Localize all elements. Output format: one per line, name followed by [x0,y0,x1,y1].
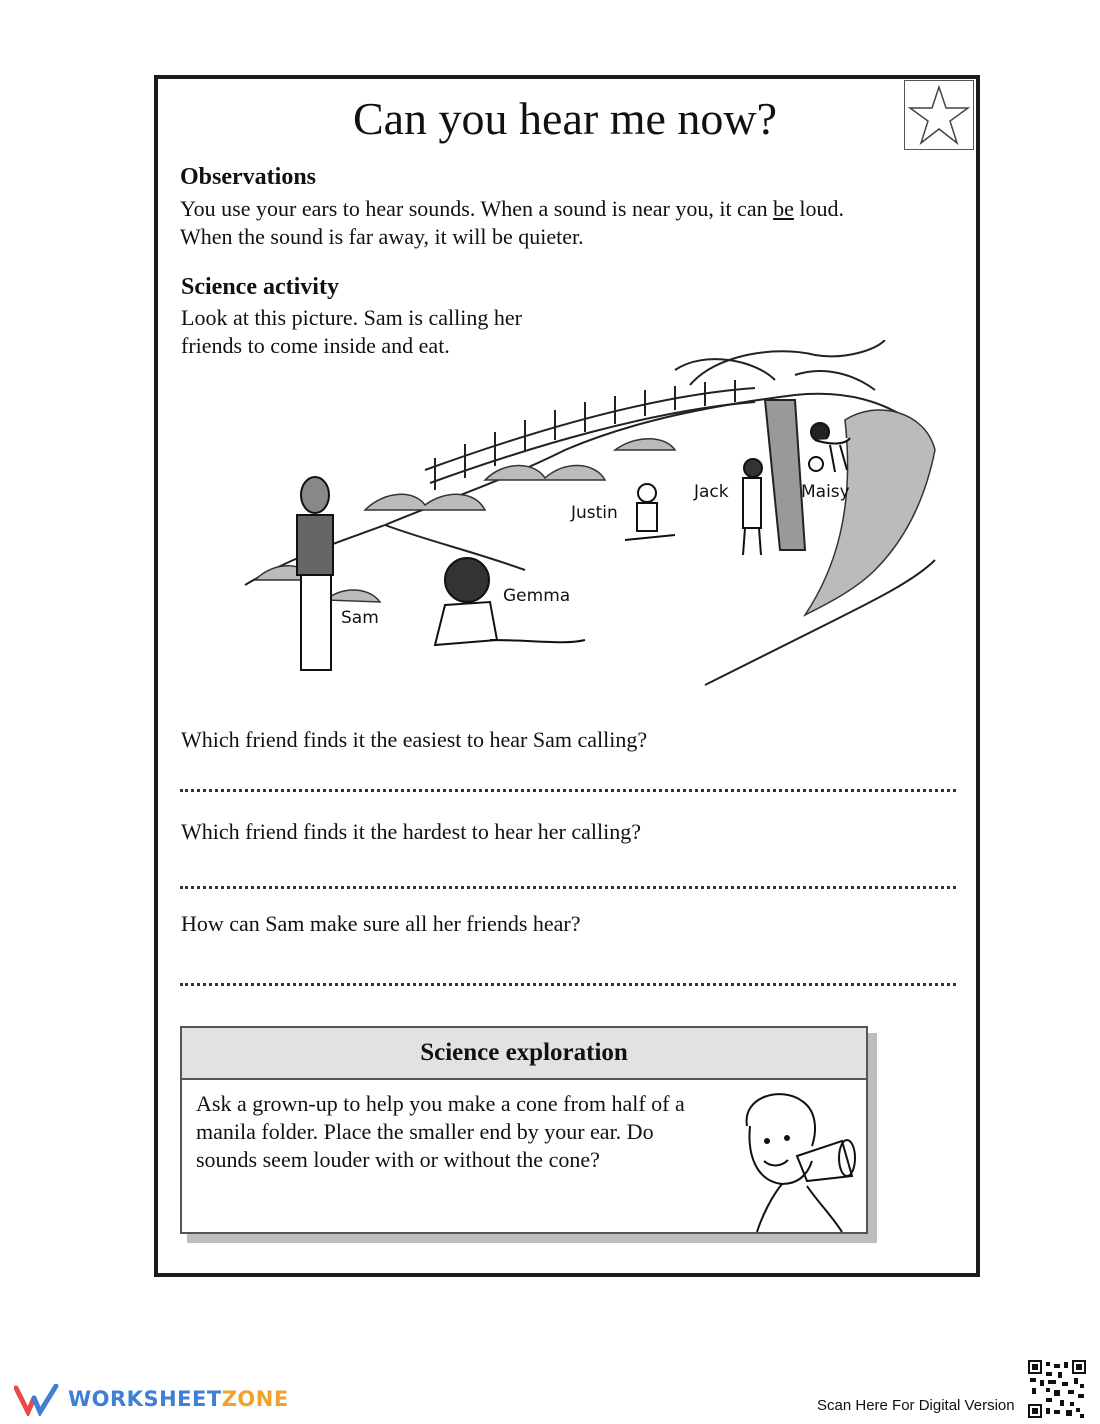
worksheetzone-logo-icon [14,1384,62,1416]
exploration-heading: Science exploration [182,1028,866,1080]
label-gemma: Gemma [503,586,571,606]
activity-line-1: Look at this picture. Sam is calling her [181,305,522,330]
label-jack: Jack [694,482,729,502]
label-justin: Justin [571,503,618,523]
scan-text: Scan Here For Digital Version [817,1397,1015,1414]
brand-name[interactable] [68,1387,289,1411]
brand-part-2: ZONE [221,1387,289,1411]
answer-line-3[interactable] [180,983,956,986]
observations-line-1-start: You use your ears to hear sounds. When a sound is near you, it can [180,196,774,221]
observations-line-1-end: loud. [793,196,844,221]
question-1: Which friend finds it the easiest to hear Sam calling? [181,727,648,752]
page-title: Can you hear me now? [352,93,778,144]
park-illustration [235,340,945,690]
answer-line-1[interactable] [180,789,956,792]
girl-with-cone-illustration [722,1086,862,1232]
question-2: Which friend finds it the hardest to hear her calling? [181,819,641,844]
activity-heading: Science activity [181,274,339,300]
activity-line-2: friends to come inside and eat. [181,333,450,358]
qr-code-icon[interactable] [1028,1360,1086,1418]
question-3: How can Sam make sure all her friends hear? [181,911,581,936]
label-maisy: Maisy [801,482,850,502]
exploration-box [180,1026,868,1234]
observations-line-1 [180,195,844,223]
answer-line-2[interactable] [180,886,956,889]
brand-part-1: WORKSHEET [68,1387,222,1411]
observations-line-2: When the sound is far away, it will be quieter. [180,224,584,249]
observations-underlined-word: be [773,196,794,221]
observations-heading: Observations [180,164,317,190]
exploration-text: Ask a grown-up to help you make a cone from half of a manila folder. Place the smaller end by your ear. Do sounds seem louder with or without the cone? [196,1091,685,1172]
label-sam: Sam [341,608,379,628]
